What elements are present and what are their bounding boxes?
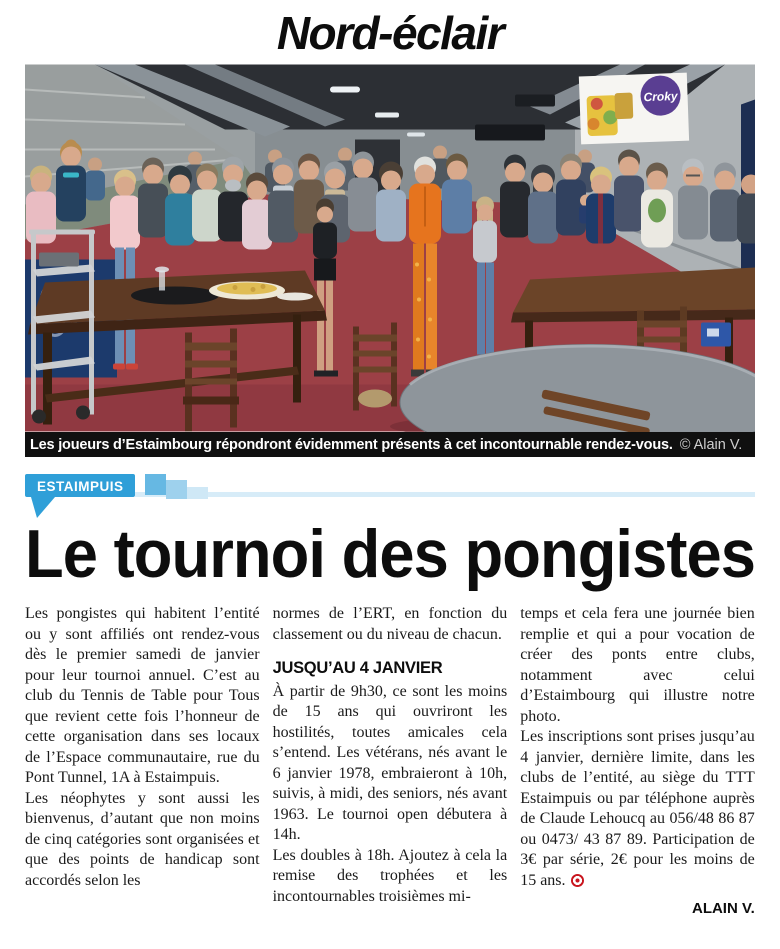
article-paragraph: Les néophytes y sont aussi les bienvenus, d’autant que non moins de cinq catégories sont organisées et que des points de handicap sont accordés selon les [25,789,260,889]
article-paragraph: Les doubles à 18h. Ajoutez à cela la remise des trophées et les incontournables troisièmes mi- [272,846,508,905]
masthead-title: Nord-éclair [276,7,504,59]
croky-poster [579,73,689,145]
article-paragraph: Les inscriptions sont prises jusqu’au 4 janvier, dernière limite, dans les clubs de l’entité, au siège du TTT Estaimpuis ou par téléphone auprès de Claude Lehoucq au 056/48 86 87 ou 0473/ 43 87 89. Participation de 3€ par série, 2€ pour les moins de 15 ans. [520,728,755,889]
kicker-tag-tail [31,497,55,518]
article-photo [25,64,755,457]
section-kicker [25,472,755,522]
article-paragraph: temps et cela fera une journée bien remplie et qui a pour vocation de créer des ponts entre clubs, notamment avec celui d’Estaimbourg qui illustre notre photo. [520,605,755,725]
article-paragraph: À partir de 9h30, ce sont les moins de 15 ans qui ouvriront les hostilités, toutes amicales cela s’entend. Les vétérans, nés avant le 6 janvier 1978, embraieront à 10h, suivis, à midi, des seniors, nés avant 1963. Le tournoi open débutera à 14h. [272,682,508,843]
photo-caption: Les joueurs d’Estaimbourg répondront évidemment présents à cet incontournable rendez-vous. [30,436,673,453]
article-byline: ALAIN V. [691,900,755,917]
kicker-fade-square-3 [187,487,208,499]
photo-caption-bar [25,432,755,457]
group-photo-illustration [25,64,755,432]
kicker-fade-square-2 [166,480,187,499]
end-of-article-marker [571,874,584,887]
serving-tray [131,287,219,305]
article-body [25,604,755,920]
article-paragraph: Les pongistes qui habitent l’entité ou y sont affiliés ont rendez-vous dès le premier samedi de janvier pour leur tournoi annuel. C’est au club du Tennis de Table pour Tous que revient cette fois l’honneur de cette organisation dans ses locaux de l’Espace communautaire, rue du Pont Tunnel, 1A à Estaimpuis. [25,605,260,786]
kicker-label: ESTAIMPUIS [37,479,124,494]
article-column-3 [520,604,755,920]
article-paragraph: normes de l’ERT, en fonction du classement ou du niveau de chacun. [272,605,508,643]
article-column-1 [25,604,260,920]
article-subhead: JUSQU’AU 4 JANVIER [272,659,443,677]
photo-credit: © Alain V. [679,436,743,453]
headline [25,516,755,592]
croky-logo-text: Croky [643,89,678,105]
headline-text: Le tournoi des pongistes [25,516,755,592]
kicker-fade-square-1 [145,474,166,495]
kicker-graphic [25,472,755,522]
headline-text-graphic [25,516,755,592]
article-column-2 [273,604,508,920]
kicker-line [135,492,755,497]
